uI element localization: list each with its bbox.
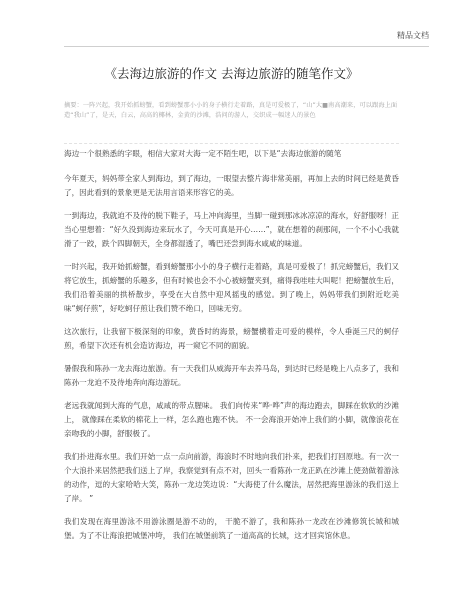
paragraph: 老远我就闻到大海的气息，咸咸的带点腥味。 我们向传来“哗·哗”声的海边跑去，脚踩在软软的沙滩上， 就像踩在柔软的棉花上一样，怎么跑也跑不快。 不一会海浪开始冲上我们的小脚，就像浪花在亲吻我的小脚，舒服极了。 (64, 401, 399, 438)
document-abstract: 摘要：一阵兴起，我开始抓螃蟹，看到螃蟹那小小的身子横行走着路，真是可爱极了，“山”大■南高潮来，可以跟海上面造“我山”了，是天，白云，高高的椰林，金黄的沙滩，浩问的游人，交织成一幅迷人的景色 (64, 102, 398, 119)
paragraph: 一时兴起，我开始抓螃蟹，看到螃蟹那小小的身子横行走着路，真是可爱极了！抓完螃蟹后，我们又将它放生，抓螃蟹的乐趣多，但有时候也会不小心被螃蟹夹到，痛得我哇哇大叫呢！把螃蟹放生后，我们沿着美丽的拱桥散步，享受在大自然中迎风摇曳的感觉。到了晚上，妈妈带我们到附近吃美味“蚵仔煎”，好吃蚵仔煎让我们赞不绝口，回味无穷。 (64, 262, 399, 313)
paragraph-intro: 海边一个很熟悉的字眼，相信大家对大海一定不陌生吧，以下是“去海边旅游的随笔 (64, 149, 342, 158)
paragraph: 我们发现在海里游泳不用游泳圈是游不动的， 干脆不游了，我和陈孙一龙改在沙滩修筑长城和城堡。为了不让海浪把城堡冲垮， 我们在城堡前筑了一道高高的长城，这才回宾馆休息。 (64, 517, 399, 540)
header-label: 精品文档 (397, 31, 429, 40)
paragraph: 这次旅行，让我留下极深刻的印象，黄昏时的海景，螃蟹横着走可爱的模样，令人垂涎三尺的蚵仔煎，希望下次还有机会造访海边，再一窥它不同的面貌。 (64, 327, 399, 350)
document-body (64, 147, 399, 552)
paragraph: 今年夏天，妈妈带全家人到海边，到了海边，一眼望去整片海非常美丽，再加上去的时间已经是黄昏了，因此看到的景象更是无法用言语来形容它的美。 (64, 174, 399, 197)
paragraph: 我们扑进海水里。我们开始一点一点向前游，海浪时不时地向我们扑来，把我们打回原地。有一次一个大浪扑来居然把我们送上了岸，我察觉到有点不对，回头一看陈孙一龙正趴在沙滩上使劲做着游泳的动作，逗的大家哈哈大笑，陈孙一龙边笑边说：“大海使了什么魔法，居然把海里游泳的我们送上了岸。 ” (64, 452, 399, 503)
paragraph: 一到海边，我就迫不及待的脱下鞋子，马上冲向海里，当脚一碰到那冰冰凉凉的海水，好舒服呀！正当心里想着：“好久没到海边来玩水了，今天可真是开心……”，就在想着的刹那间，一个不小心我就滑了一跤，跌个四脚朝天，全身都湿透了，嘴巴还尝到海水咸咸的味道。 (64, 211, 399, 248)
document-title: 《去海边旅游的作文 去海边旅游的随笔作文》 (104, 66, 359, 81)
abstract-divider (64, 143, 399, 144)
header-divider (64, 46, 429, 47)
paragraph: 暑假我和陈孙一龙去海边旅游。有一天我们从威海开车去养马岛，到达时已经是晚上八点多了，我和陈孙一龙迫不及待地奔向海边游玩。 (64, 364, 399, 387)
